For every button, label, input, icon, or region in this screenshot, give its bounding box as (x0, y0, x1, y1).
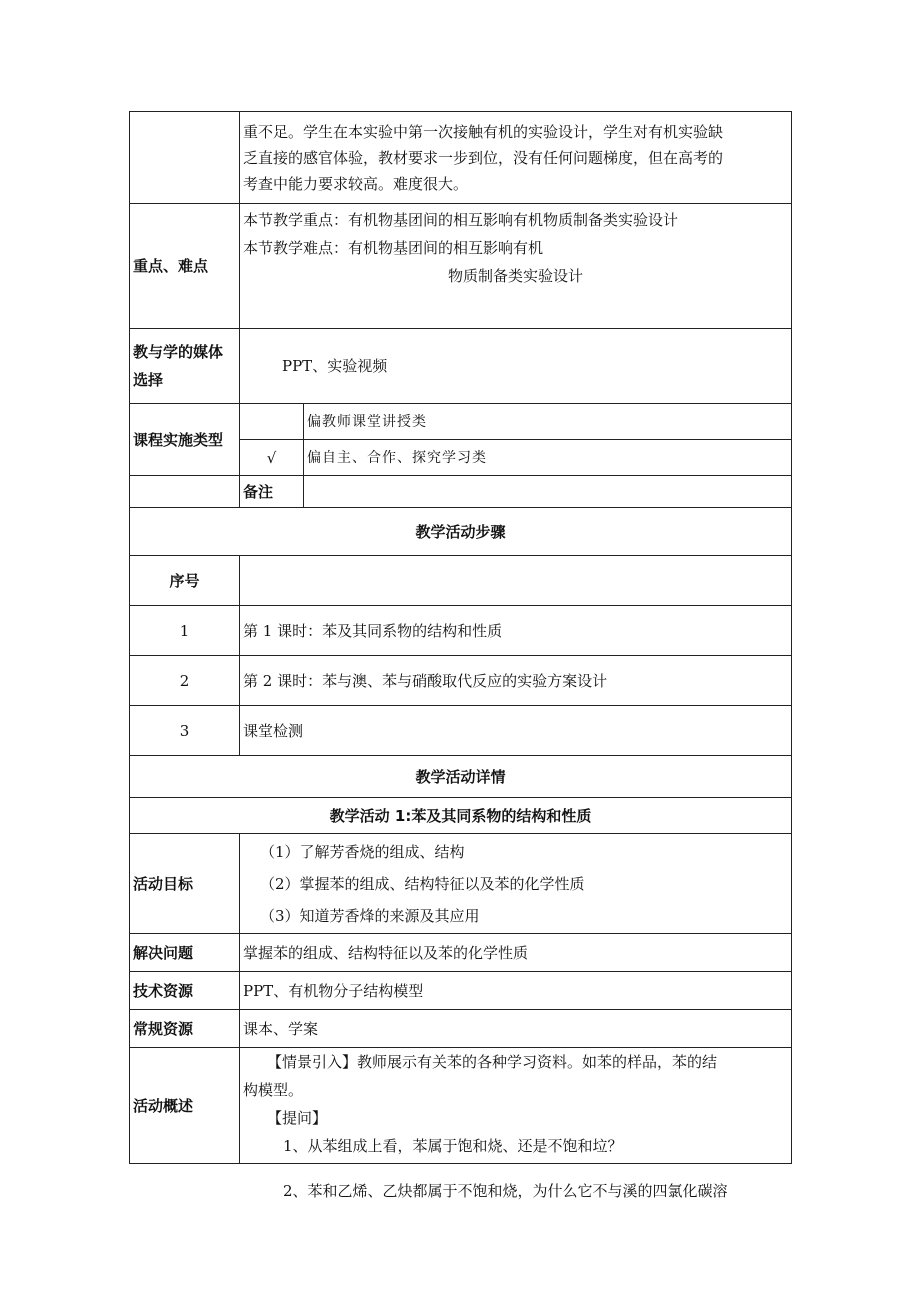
remark-empty-cell (130, 476, 240, 508)
step-text: 第 2 课时：苯与澳、苯与硝酸取代反应的实验方案设计 (240, 656, 792, 706)
step-num: 2 (130, 656, 240, 706)
tech-value: PPT、有机物分子结构模型 (240, 972, 792, 1010)
overview-line-2: 【提问】 (267, 1109, 328, 1127)
overview-row (130, 1048, 792, 1164)
problem-row (130, 934, 792, 972)
intro-line-3: 考查中能力要求较高。难度很大。 (243, 174, 469, 193)
intro-line-1: 重不足。学生在本实验中第一次接触有机的实验设计，学生对有机实验缺 (243, 122, 724, 141)
steps-header-row (130, 556, 792, 606)
overview-line-3: 1、从苯组成上看，苯属于饱和烧、还是不饱和垃？ (283, 1137, 623, 1155)
course-type-option-1: 偏教师课堂讲授类 (304, 404, 792, 440)
goal-label: 活动目标 (130, 834, 240, 934)
course-type-check-empty (240, 404, 304, 440)
goal-list (240, 834, 792, 934)
goal-row (130, 834, 792, 934)
key-difficulty-text-a: 本节教学难点：有机物基团间的相互影响有机 (243, 239, 544, 257)
key-points-row (130, 204, 792, 329)
tech-row (130, 972, 792, 1010)
regular-value: 课本、学案 (240, 1010, 792, 1048)
key-difficulty-text-b: 物质制备类实验设计 (448, 267, 584, 285)
step-text: 第 1 课时：苯及其同系物的结构和性质 (240, 606, 792, 656)
remark-row (130, 476, 792, 508)
table-row (130, 606, 792, 656)
key-points-content (240, 204, 792, 329)
course-type-row-1 (130, 404, 792, 440)
course-type-option-2: 偏自主、合作、探究学习类 (304, 440, 792, 476)
seq-header: 序号 (130, 556, 240, 606)
intro-row (130, 112, 792, 204)
tech-label: 技术资源 (130, 972, 240, 1010)
problem-label: 解决问题 (130, 934, 240, 972)
seq-header-empty (240, 556, 792, 606)
overview-line-1b: 构模型。 (243, 1081, 304, 1099)
remark-value (304, 476, 792, 508)
steps-title: 教学活动步骤 (130, 508, 792, 556)
lesson-plan-table (129, 111, 792, 1164)
list-item: （2）掌握苯的组成、结构特征以及苯的化学性质 (260, 874, 585, 893)
problem-value: 掌握苯的组成、结构特征以及苯的化学性质 (240, 934, 792, 972)
course-type-check-mark: √ (240, 440, 304, 476)
media-value: PPT、实验视频 (240, 329, 792, 404)
list-item: （1）了解芳香烧的组成、结构 (260, 842, 465, 861)
steps-title-row (130, 508, 792, 556)
course-type-label: 课程实施类型 (130, 404, 240, 476)
intro-line-2: 乏直接的感官体验，教材要求一步到位，没有任何问题梯度，但在高考的 (243, 148, 724, 167)
regular-label: 常规资源 (130, 1010, 240, 1048)
table-row (130, 656, 792, 706)
step-num: 3 (130, 706, 240, 756)
overview-content (240, 1048, 792, 1164)
intro-label-cell (130, 112, 240, 204)
table-row (130, 706, 792, 756)
trailing-paragraph: 2、苯和乙烯、乙炔都属于不饱和烧，为什么它不与溪的四氯化碳溶 (283, 1182, 728, 1200)
list-item: （3）知道芳香烽的来源及其应用 (260, 906, 480, 925)
media-label-line-b: 选择 (133, 371, 164, 389)
overview-line-1a: 【情景引入】教师展示有关苯的各种学习资料。如苯的样品，苯的结 (267, 1053, 718, 1071)
media-label-line-a: 教与学的媒体 (133, 343, 224, 361)
remark-label: 备注 (240, 476, 304, 508)
overview-label: 活动概述 (130, 1048, 240, 1164)
media-row (130, 329, 792, 404)
key-points-label: 重点、难点 (130, 204, 240, 329)
step-text: 课堂检测 (240, 706, 792, 756)
media-label (130, 329, 240, 404)
intro-text-cell (240, 112, 792, 204)
regular-row (130, 1010, 792, 1048)
step-num: 1 (130, 606, 240, 656)
details-title: 教学活动详情 (130, 756, 792, 798)
details-title-row (130, 756, 792, 798)
key-focus-text: 本节教学重点：有机物基团间的相互影响有机物质制备类实验设计 (243, 211, 679, 229)
activity-title: 教学活动 1:苯及其同系物的结构和性质 (130, 798, 792, 834)
activity-title-row (130, 798, 792, 834)
